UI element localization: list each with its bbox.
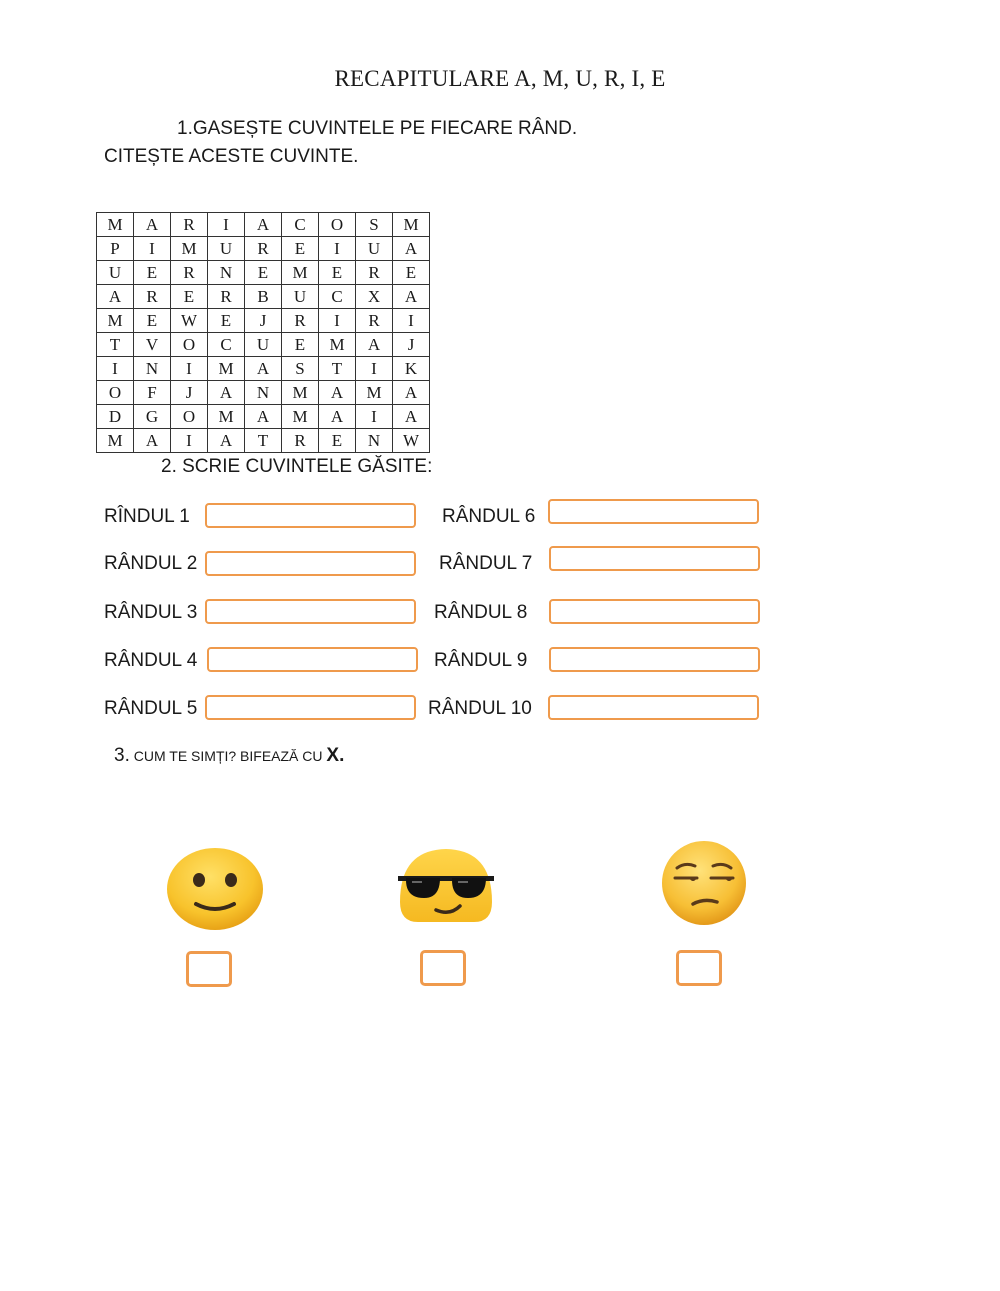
- grid-cell: M: [208, 405, 245, 429]
- grid-cell: N: [356, 429, 393, 453]
- grid-cell: A: [245, 357, 282, 381]
- grid-row: [97, 405, 430, 429]
- grid-cell: E: [171, 285, 208, 309]
- grid-cell: T: [245, 429, 282, 453]
- grid-row: [97, 381, 430, 405]
- grid-cell: N: [208, 261, 245, 285]
- row-label-7: RÂNDUL 7: [439, 553, 533, 574]
- grid-cell: E: [393, 261, 430, 285]
- grid-cell: C: [282, 213, 319, 237]
- grid-cell: A: [208, 381, 245, 405]
- row-label-9: RÂNDUL 9: [434, 650, 528, 671]
- grid-cell: D: [97, 405, 134, 429]
- grid-cell: S: [356, 213, 393, 237]
- answer-input-row-2[interactable]: [205, 551, 416, 576]
- grid-row: [97, 333, 430, 357]
- grid-cell: T: [319, 357, 356, 381]
- grid-cell: U: [356, 237, 393, 261]
- grid-cell: R: [208, 285, 245, 309]
- answer-input-row-9[interactable]: [549, 647, 760, 672]
- grid-cell: I: [356, 405, 393, 429]
- grid-cell: U: [245, 333, 282, 357]
- row-label-6: RÂNDUL 6: [442, 506, 536, 527]
- grid-cell: M: [356, 381, 393, 405]
- grid-cell: I: [208, 213, 245, 237]
- grid-cell: N: [245, 381, 282, 405]
- grid-cell: C: [319, 285, 356, 309]
- grid-cell: V: [134, 333, 171, 357]
- grid-cell: A: [319, 381, 356, 405]
- row-label-10: RÂNDUL 10: [428, 698, 532, 719]
- grid-cell: R: [171, 261, 208, 285]
- grid-cell: E: [134, 309, 171, 333]
- answer-input-row-10[interactable]: [548, 695, 759, 720]
- grid-cell: E: [282, 333, 319, 357]
- grid-cell: A: [134, 213, 171, 237]
- grid-cell: A: [319, 405, 356, 429]
- instruction-feelings-number: 3.: [114, 745, 130, 766]
- answer-input-row-7[interactable]: [549, 546, 760, 571]
- grid-cell: E: [319, 261, 356, 285]
- grid-cell: M: [97, 309, 134, 333]
- grid-cell: M: [97, 213, 134, 237]
- answer-input-row-5[interactable]: [205, 695, 416, 720]
- grid-cell: M: [282, 261, 319, 285]
- answer-input-row-1[interactable]: [205, 503, 416, 528]
- grid-cell: A: [208, 429, 245, 453]
- smiling-face-icon: [164, 846, 266, 932]
- row-label-8: RÂNDUL 8: [434, 602, 528, 623]
- answer-input-row-3[interactable]: [205, 599, 416, 624]
- grid-cell: M: [282, 381, 319, 405]
- grid-cell: M: [208, 357, 245, 381]
- grid-cell: X: [356, 285, 393, 309]
- grid-cell: F: [134, 381, 171, 405]
- grid-row: [97, 237, 430, 261]
- grid-cell: A: [245, 213, 282, 237]
- grid-cell: K: [393, 357, 430, 381]
- grid-cell: G: [134, 405, 171, 429]
- sunglasses-face-icon: [396, 846, 496, 924]
- unamused-face-icon: [659, 840, 749, 926]
- grid-cell: U: [208, 237, 245, 261]
- grid-cell: I: [97, 357, 134, 381]
- grid-cell: E: [245, 261, 282, 285]
- grid-cell: I: [171, 357, 208, 381]
- grid-cell: O: [171, 405, 208, 429]
- grid-cell: A: [245, 405, 282, 429]
- grid-row: [97, 213, 430, 237]
- grid-cell: M: [319, 333, 356, 357]
- grid-row: [97, 309, 430, 333]
- grid-row: [97, 261, 430, 285]
- grid-cell: R: [134, 285, 171, 309]
- grid-cell: J: [393, 333, 430, 357]
- grid-cell: S: [282, 357, 319, 381]
- grid-cell: N: [134, 357, 171, 381]
- grid-cell: P: [97, 237, 134, 261]
- grid-cell: W: [171, 309, 208, 333]
- instruction-find-words: 1.GASEȘTE CUVINTELE PE FIECARE RÂND.: [177, 118, 578, 139]
- grid-cell: A: [393, 285, 430, 309]
- grid-cell: A: [393, 237, 430, 261]
- row-label-5: RÂNDUL 5: [104, 698, 198, 719]
- row-label-1: RÎNDUL 1: [104, 506, 190, 527]
- grid-cell: R: [245, 237, 282, 261]
- grid-cell: I: [171, 429, 208, 453]
- grid-cell: M: [171, 237, 208, 261]
- feeling-checkbox-unamused[interactable]: [676, 950, 722, 986]
- feeling-checkbox-happy[interactable]: [186, 951, 232, 987]
- grid-cell: R: [282, 429, 319, 453]
- grid-cell: E: [134, 261, 171, 285]
- grid-cell: I: [319, 237, 356, 261]
- grid-cell: T: [97, 333, 134, 357]
- grid-cell: J: [245, 309, 282, 333]
- grid-cell: I: [393, 309, 430, 333]
- grid-cell: A: [134, 429, 171, 453]
- grid-row: [97, 429, 430, 453]
- grid-cell: O: [319, 213, 356, 237]
- grid-cell: O: [97, 381, 134, 405]
- grid-cell: R: [282, 309, 319, 333]
- grid-cell: U: [282, 285, 319, 309]
- grid-cell: A: [393, 405, 430, 429]
- instruction-feelings: [114, 745, 344, 767]
- answer-input-row-4[interactable]: [207, 647, 418, 672]
- answer-input-row-8[interactable]: [549, 599, 760, 624]
- grid-cell: R: [356, 261, 393, 285]
- grid-cell: W: [393, 429, 430, 453]
- grid-cell: E: [282, 237, 319, 261]
- grid-row: [97, 357, 430, 381]
- feeling-checkbox-cool[interactable]: [420, 950, 466, 986]
- grid-cell: E: [208, 309, 245, 333]
- grid-cell: I: [319, 309, 356, 333]
- instruction-read-words: CITEȘTE ACESTE CUVINTE.: [104, 146, 359, 167]
- grid-cell: I: [356, 357, 393, 381]
- instruction-feelings-mark: X.: [326, 745, 345, 766]
- page-title: RECAPITULARE A, M, U, R, I, E: [334, 66, 666, 91]
- grid-cell: E: [319, 429, 356, 453]
- grid-cell: A: [393, 381, 430, 405]
- instruction-write-words: 2. SCRIE CUVINTELE GĂSITE:: [161, 456, 433, 477]
- row-label-2: RÂNDUL 2: [104, 553, 198, 574]
- grid-cell: A: [97, 285, 134, 309]
- word-search-grid: [96, 212, 430, 453]
- grid-cell: C: [208, 333, 245, 357]
- grid-cell: R: [171, 213, 208, 237]
- grid-cell: M: [97, 429, 134, 453]
- grid-row: [97, 285, 430, 309]
- row-label-3: RÂNDUL 3: [104, 602, 198, 623]
- grid-cell: O: [171, 333, 208, 357]
- grid-cell: M: [393, 213, 430, 237]
- grid-cell: R: [356, 309, 393, 333]
- answer-input-row-6[interactable]: [548, 499, 759, 524]
- row-label-4: RÂNDUL 4: [104, 650, 198, 671]
- grid-cell: A: [356, 333, 393, 357]
- grid-cell: B: [245, 285, 282, 309]
- grid-cell: M: [282, 405, 319, 429]
- grid-cell: J: [171, 381, 208, 405]
- instruction-feelings-text: CUM TE SIMȚI? BIFEAZĂ CU: [129, 748, 327, 764]
- grid-cell: U: [97, 261, 134, 285]
- grid-cell: I: [134, 237, 171, 261]
